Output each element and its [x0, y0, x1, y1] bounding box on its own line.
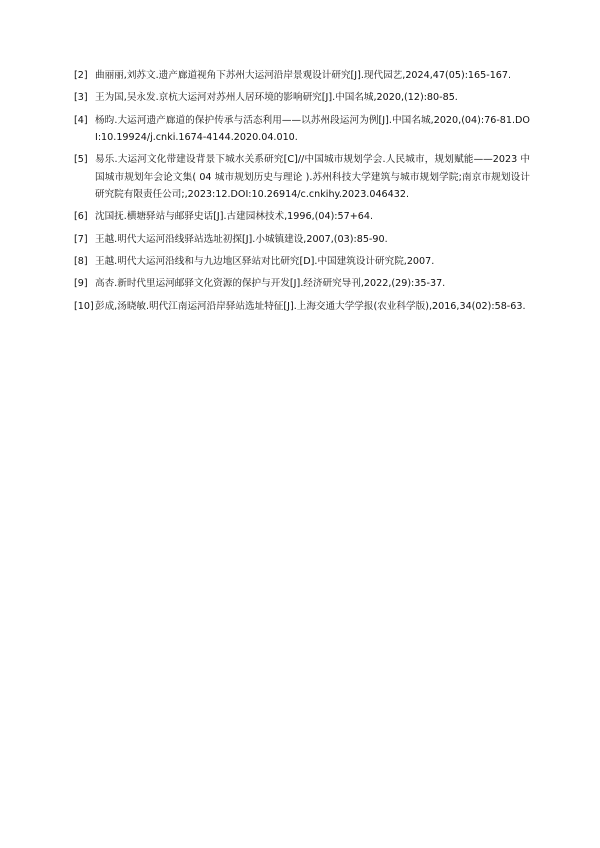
reference-text: 王为国,吴永发.京杭大运河对苏州人居环境的影响研究[J].中国名城,2020,(12):80-85.: [95, 92, 458, 104]
reference-number: [10]: [74, 300, 94, 312]
reference-item: [74, 208, 530, 225]
reference-number: [5]: [74, 154, 88, 166]
reference-item: [74, 151, 530, 203]
reference-item: [74, 112, 530, 146]
reference-number: [3]: [74, 92, 88, 104]
reference-item: [74, 231, 530, 248]
reference-number: [2]: [74, 70, 88, 81]
reference-number: [4]: [74, 114, 88, 126]
reference-number: [6]: [74, 211, 88, 223]
reference-number: [8]: [74, 255, 88, 267]
reference-item: [74, 275, 530, 292]
reference-item: [74, 67, 530, 84]
reference-text: 易乐.大运河文化带建设背景下城水关系研究[C]//中国城市规划学会.人民城市，规划赋能——2023 中国城市规划年会论文集( 04 城市规划历史与理论 ).苏州科技大学建筑与城市规划学院;南京市规划设计研究院有限责任公司;,2023:12.DOI:10.26914/c.cnkihy.2023.046432.: [95, 154, 530, 200]
reference-text: 彭成,汤晓敏.明代江南运河沿岸驿站选址特征[J].上海交通大学学报(农业科学版),2016,34(02):58-63.: [95, 300, 526, 312]
reference-text: 曲丽丽,刘苏文.遗产廊道视角下苏州大运河沿岸景观设计研究[J].现代园艺,2024,47(05):165-167.: [95, 70, 512, 81]
reference-text: 王越.明代大运河沿线驿站选址初探[J].小城镇建设,2007,(03):85-90.: [95, 233, 388, 245]
reference-number: [7]: [74, 233, 88, 245]
reference-text: 王越.明代大运河沿线和与九边地区驿站对比研究[D].中国建筑设计研究院,2007.: [95, 255, 435, 267]
reference-list: [74, 67, 530, 320]
reference-item: [74, 253, 530, 270]
reference-text: 杨昀.大运河遗产廊道的保护传承与活态利用——以苏州段运河为例[J].中国名城,2020,(04):76-81.DOI:10.19924/j.cnki.1674-4144.2020.04.010.: [95, 114, 530, 143]
reference-item: [74, 89, 530, 106]
reference-text: 沈国抚.横塘驿站与邮驿史话[J].古建园林技术,1996,(04):57+64.: [95, 211, 374, 223]
reference-text: 高杏.新时代里运河邮驿文化资源的保护与开发[J].经济研究导刊,2022,(29):35-37.: [95, 278, 446, 290]
reference-number: [9]: [74, 278, 88, 290]
reference-item: [74, 298, 530, 315]
